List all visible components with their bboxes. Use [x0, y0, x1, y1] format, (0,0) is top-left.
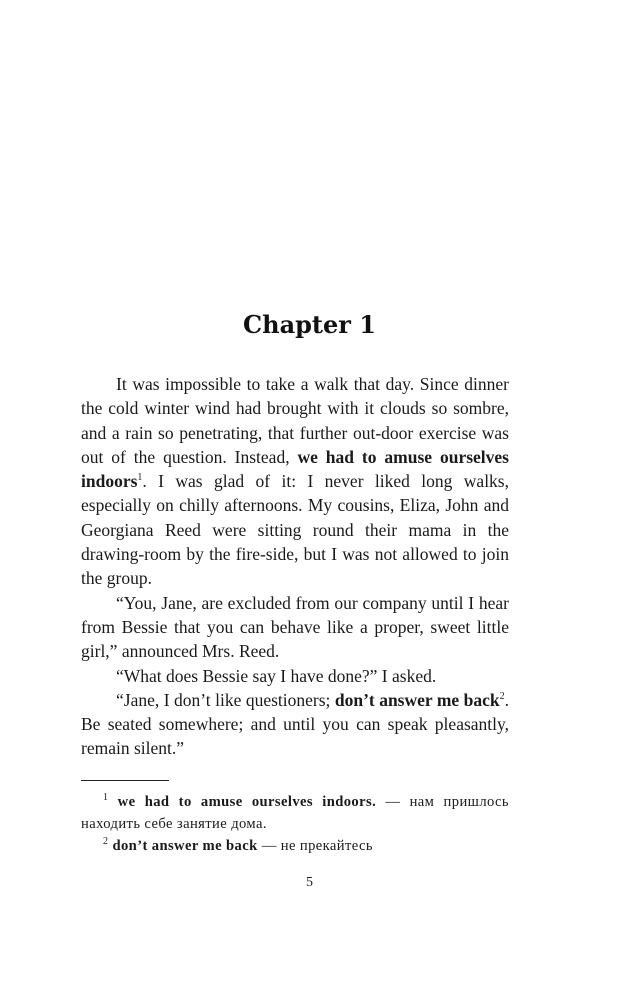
- footnote-reference: 2: [499, 691, 505, 703]
- paragraph-text: It was impossible to take a walk that day. Since dinner the cold winter wind had brought with it clouds so sombre, and a rain so penetrating, that further out-door exercise was out of the question. Instead,: [81, 374, 509, 467]
- footnote-reference: 1: [137, 472, 143, 484]
- footnote-term: we had to amuse ourselves indoors.: [117, 794, 377, 810]
- footnote-term: don’t answer me back: [112, 838, 258, 854]
- paragraph: [81, 688, 509, 761]
- footnotes: [81, 791, 509, 857]
- footnote-translation: — нам пришлось находить себе занятие дома.: [81, 794, 509, 832]
- footnote: [81, 791, 509, 835]
- glossed-phrase: we had to amuse ourselves indoors: [81, 446, 509, 492]
- footnote: [81, 835, 509, 857]
- paragraph-text: “Jane, I don’t like questioners;: [116, 689, 335, 710]
- page-number: 5: [306, 875, 313, 890]
- chapter-title: Chapter 1: [243, 310, 376, 339]
- footnote-translation: — не прекайтесь: [257, 838, 373, 854]
- footnote-divider: [81, 780, 169, 781]
- footnote-number: 1: [103, 792, 109, 804]
- paragraph-text: . Be seated somewhere; and until you can speak pleasantly, remain silent.”: [81, 689, 509, 759]
- paragraph-text: . I was glad of it: I never liked long walks, especially on chilly afternoons. My cousins, Eliza, John and Georgiana Reed were sitting round their mama in the drawing-room by the fire-side, but I was not allowed to join the group.: [81, 471, 509, 589]
- glossed-phrase: don’t answer me back: [334, 689, 500, 710]
- body-text: [81, 372, 509, 761]
- footnote-number: 2: [103, 836, 109, 848]
- paragraph: [81, 372, 509, 591]
- paragraph: “What does Bessie say I have done?” I asked.: [116, 665, 437, 686]
- paragraph: “You, Jane, are excluded from our company until I hear from Bessie that you can behave like a proper, sweet little girl,” announced Mrs. Reed.: [81, 592, 509, 662]
